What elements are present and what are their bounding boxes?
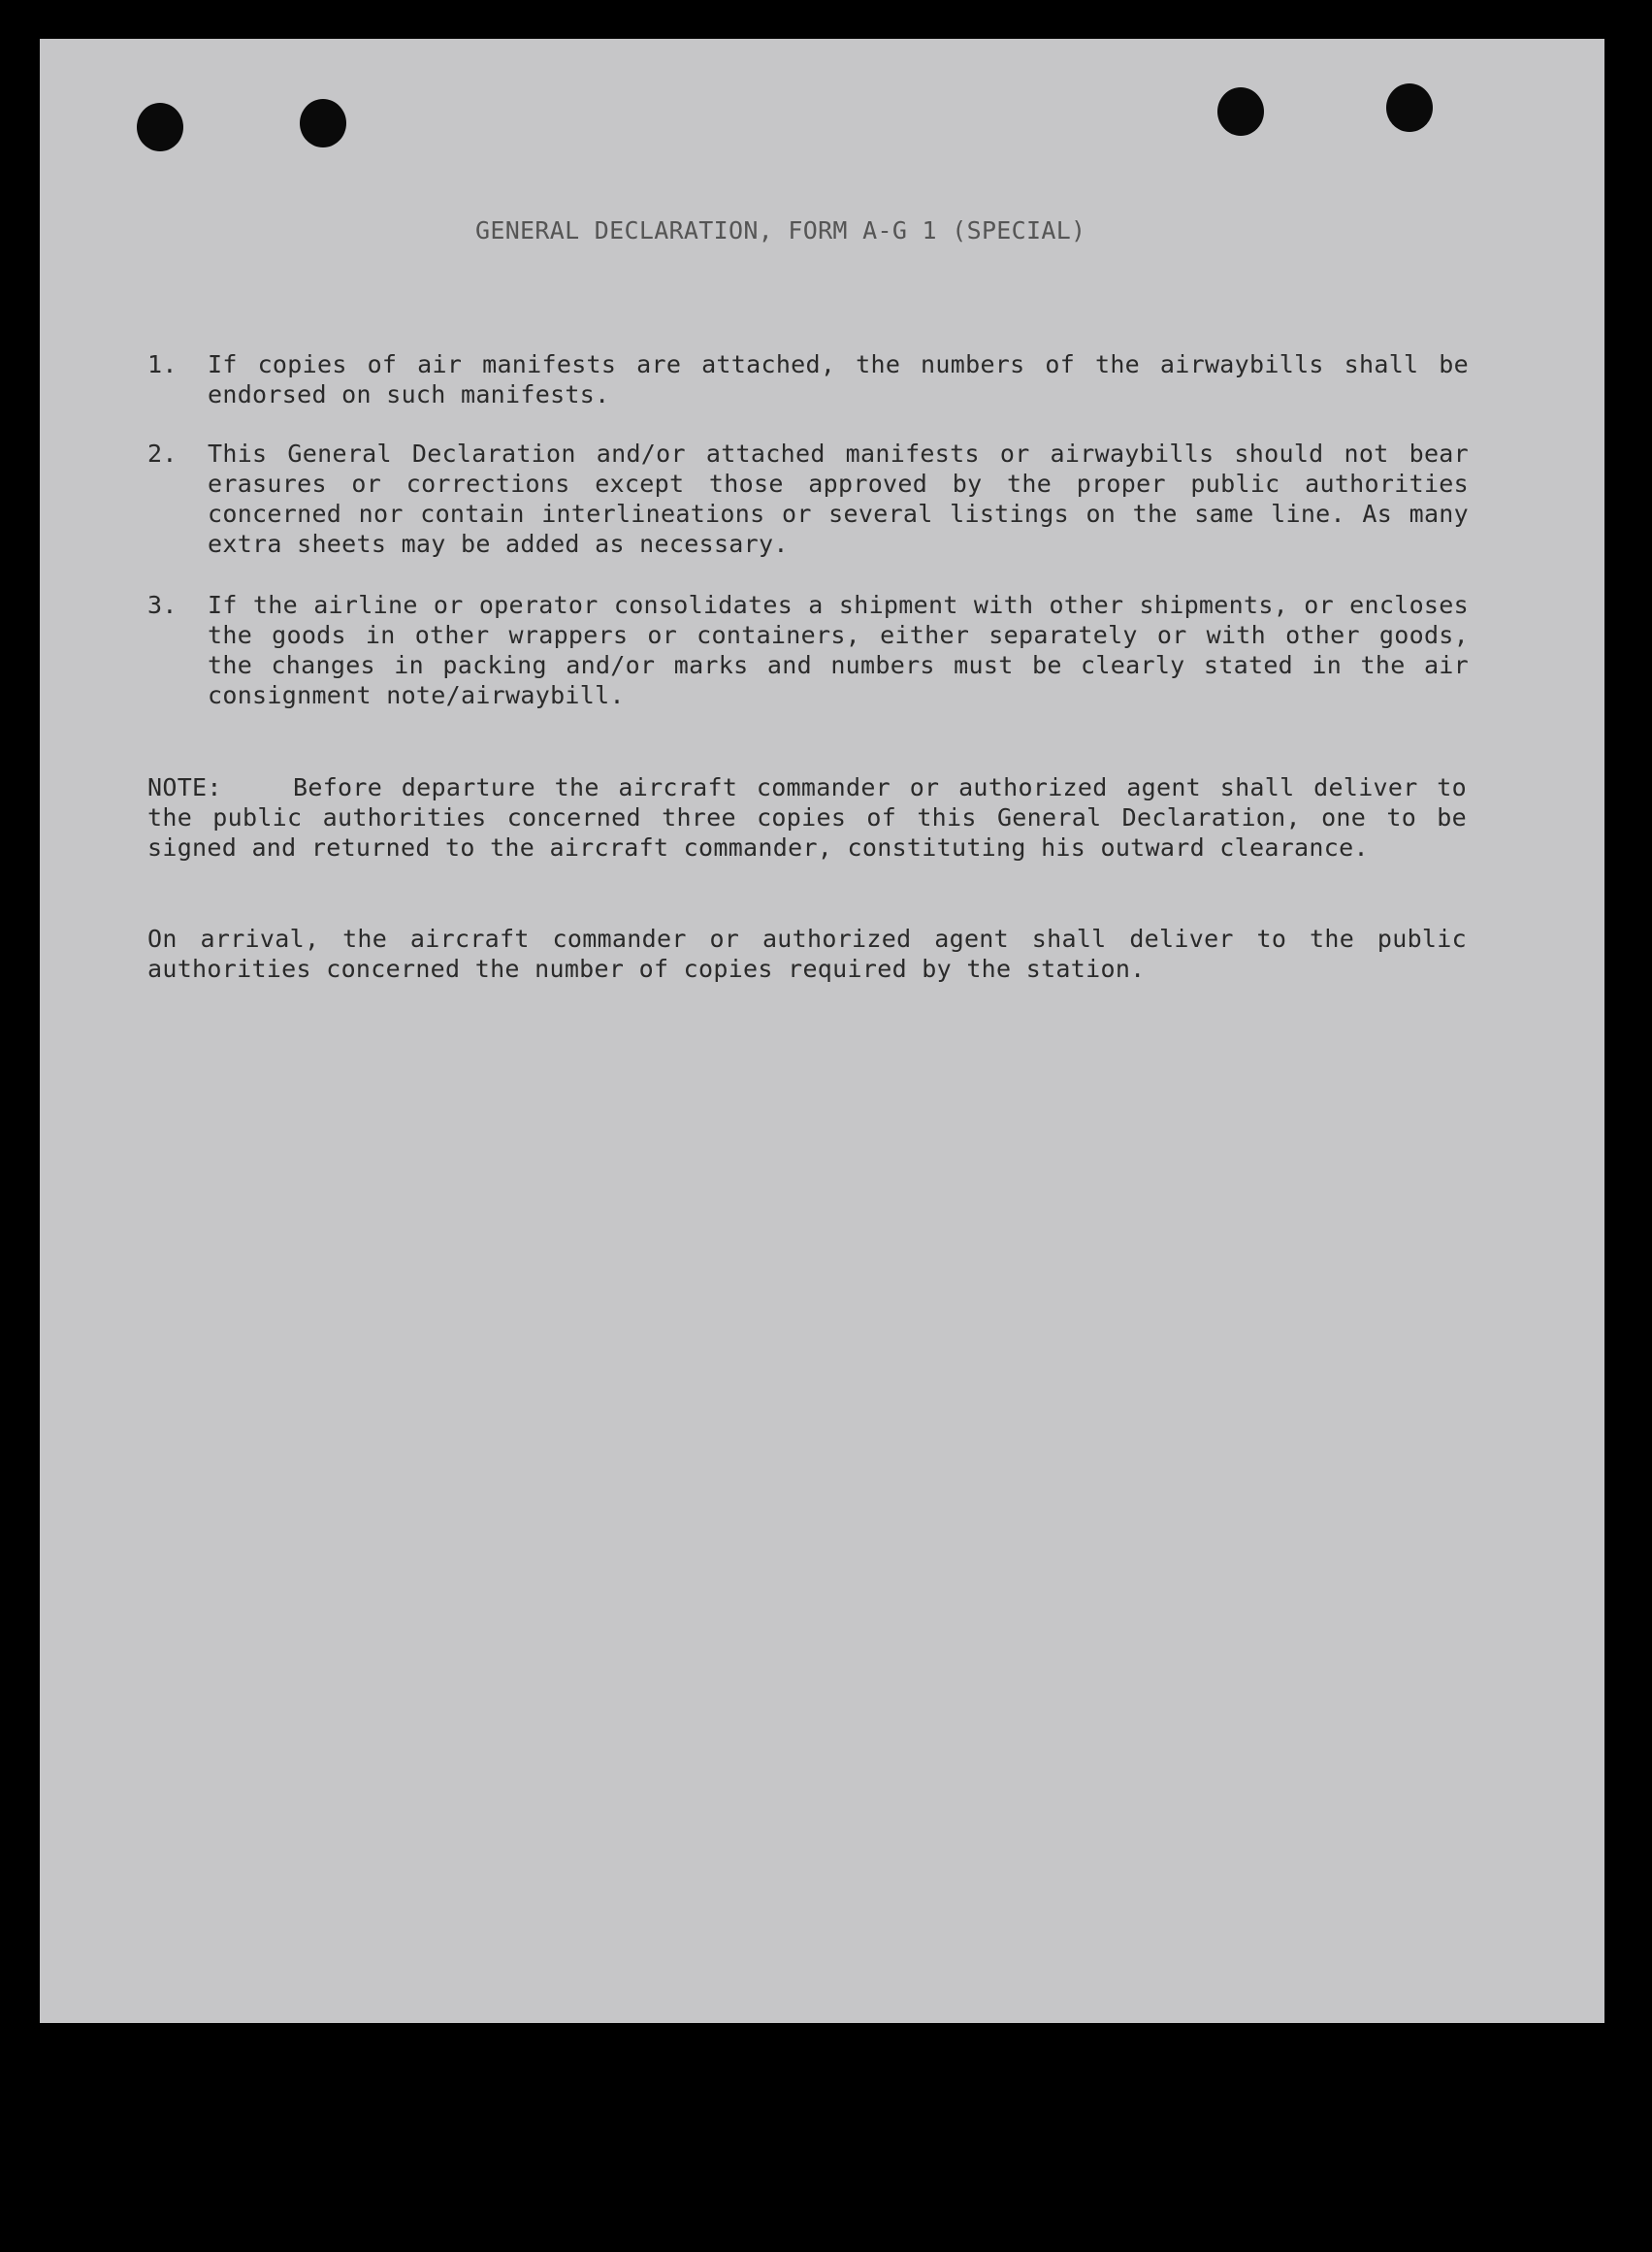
list-item: [147, 439, 1476, 565]
note-label: NOTE:: [147, 773, 222, 801]
note-text: Before departure the aircraft commander or authorized agent shall deliver to the public authorities concerned three copies of this General Declaration, one to be signed and returned to the aircraft commander, constituting his outward clearance.: [147, 773, 1467, 862]
list-item-number: 2.: [147, 440, 178, 468]
list-item: [147, 590, 1476, 716]
list-item-text: If copies of air manifests are attached, the numbers of the airwaybills shall be endorsed on such manifests.: [208, 350, 1469, 408]
document-title: GENERAL DECLARATION, FORM A-G 1 (SPECIAL): [475, 216, 1086, 245]
list-item: [147, 349, 1476, 417]
punch-hole-2: [300, 99, 346, 147]
arrival-paragraph: [147, 924, 1467, 984]
arrival-text: On arrival, the aircraft commander or authorized agent shall deliver to the public authorities concerned the number of copies required by the station.: [147, 925, 1467, 983]
list-item-number: 1.: [147, 350, 178, 378]
list-item-text: If the airline or operator consolidates a shipment with other shipments, or encloses the goods in other wrappers or containers, either separately or with other goods, the changes in packing and/or marks and numbers must be clearly stated in the air consignment note/airwaybill.: [208, 591, 1469, 709]
note-paragraph: [147, 772, 1467, 863]
punch-hole-4: [1386, 83, 1433, 132]
punch-hole-3: [1217, 87, 1264, 136]
document-page: [40, 39, 1604, 2023]
punch-hole-1: [137, 103, 183, 151]
list-item-text: This General Declaration and/or attached manifests or airwaybills should not bear erasures or corrections except those approved by the proper public authorities concerned nor contain interlineations or several listings on the same line. As many extra sheets may be added as necessary.: [208, 440, 1469, 558]
list-item-number: 3.: [147, 591, 178, 619]
